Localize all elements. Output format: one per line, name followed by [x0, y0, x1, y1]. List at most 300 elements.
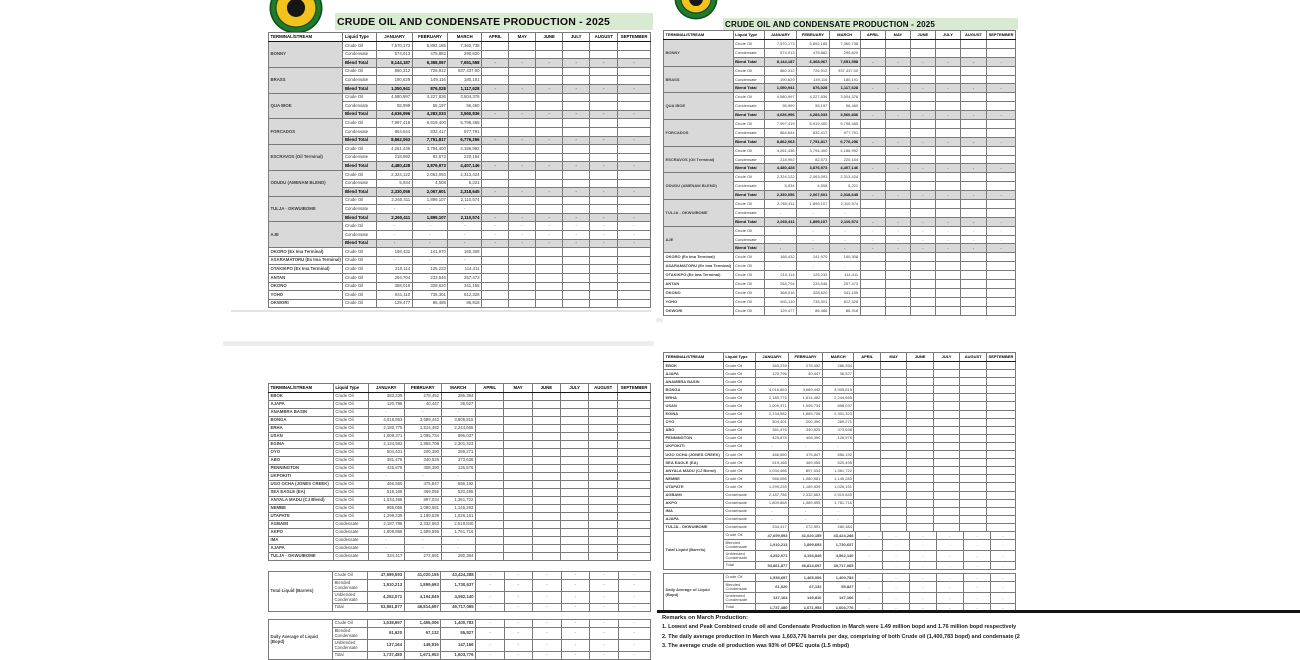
value-cell: 1,865,708 [789, 410, 823, 418]
header-row [269, 384, 651, 393]
terminal-name: IMA [664, 507, 724, 515]
value-cell: - [536, 59, 563, 68]
value-cell: 1,050,941 [377, 84, 412, 93]
value-cell: - [797, 208, 830, 217]
value-cell [885, 253, 910, 262]
value-cell: 896,037 [822, 402, 854, 410]
value-cell: - [476, 604, 504, 612]
value-cell [618, 282, 651, 291]
value-cell: - [536, 84, 563, 93]
col-header-month: SEPTEMBER [618, 33, 651, 42]
value-cell [618, 433, 651, 441]
value-cell: 1,671,953 [790, 604, 824, 612]
value-cell: 129,477 [764, 306, 796, 315]
value-cell: - [910, 540, 937, 551]
terminal-name: UKPOKITI [664, 442, 724, 450]
value-cell: - [536, 110, 563, 119]
col-header-month: MARCH [822, 353, 854, 362]
liquid-type: Total [333, 604, 368, 612]
value-cell: - [482, 239, 509, 248]
value-cell: 86,918 [448, 299, 482, 308]
terminal-name: OKORO (Ex Ima Terminal) [664, 253, 734, 262]
liquid-type: Condensate [723, 499, 755, 507]
value-cell [618, 465, 651, 473]
value-cell: - [764, 262, 796, 271]
value-cell [618, 417, 651, 425]
liquid-type: Crude Oil [333, 513, 368, 521]
liquid-type: Crude Oil [343, 248, 377, 257]
table-header [664, 353, 1016, 362]
value-cell [854, 434, 881, 442]
value-cell: 4,480,428 [377, 162, 412, 171]
value-cell [618, 545, 651, 553]
value-cell: 2,110,574 [448, 213, 482, 222]
value-cell [475, 409, 503, 417]
liquid-type: Total [724, 562, 756, 570]
value-cell [907, 370, 933, 378]
value-cell [880, 434, 906, 442]
value-cell [504, 401, 532, 409]
value-cell [933, 418, 959, 426]
value-cell [987, 253, 1016, 262]
remark-item: 1. Lowest and Peak Combined crude oil and Condensate Production in March were 1.49 million bopd and 1.76 million bopd respectively [662, 624, 1017, 631]
value-cell: - [797, 244, 830, 253]
table-row [664, 253, 1016, 262]
value-cell: 125,233 [412, 265, 448, 274]
value-cell [536, 179, 563, 188]
value-cell: 1,899,107 [412, 213, 448, 222]
value-cell [880, 499, 906, 507]
value-cell: - [482, 213, 509, 222]
liquid-type: Crude Oil [333, 425, 368, 433]
value-cell [960, 208, 986, 217]
value-cell: - [910, 551, 937, 562]
value-cell [860, 66, 885, 75]
value-cell: 864,644 [764, 128, 796, 137]
value-cell: 1,589,595 [789, 499, 823, 507]
table-row [664, 451, 1016, 459]
value-cell: 4,194,849 [790, 551, 824, 562]
value-cell: 4,186,992 [448, 145, 482, 154]
value-cell: 264,704 [764, 280, 796, 289]
value-cell [561, 409, 589, 417]
value-cell: 1,910,213 [367, 580, 404, 592]
value-cell [618, 409, 651, 417]
value-cell: - [987, 217, 1016, 226]
value-cell [475, 521, 503, 529]
value-cell [590, 153, 618, 162]
value-cell: 937,437.00 [829, 66, 860, 75]
value-cell: 56,460 [829, 102, 860, 111]
value-cell: 53,861,877 [367, 604, 404, 612]
value-cell [482, 265, 509, 274]
value-cell [935, 262, 960, 271]
value-cell: - [764, 235, 796, 244]
value-cell [854, 410, 881, 418]
value-cell: - [412, 256, 448, 265]
value-cell [885, 66, 910, 75]
value-cell [536, 299, 563, 308]
table-row [269, 505, 651, 513]
value-cell [536, 76, 563, 85]
table-row [269, 67, 651, 76]
value-cell: - [910, 582, 937, 593]
liquid-type: Blend Total [343, 84, 377, 93]
value-cell: - [590, 572, 618, 580]
value-cell [910, 297, 935, 306]
value-cell: 272,591 [789, 523, 823, 531]
value-cell [860, 146, 885, 155]
liquid-type: Blended Condensate [333, 628, 368, 640]
value-cell: 2,180,775 [755, 394, 789, 402]
value-cell: - [504, 604, 532, 612]
value-cell [960, 459, 987, 467]
value-cell [910, 280, 935, 289]
value-cell [935, 93, 960, 102]
value-cell: 475,847 [404, 481, 441, 489]
value-cell: 7,751,817 [797, 137, 830, 146]
value-cell [504, 441, 532, 449]
value-cell: 1,603,776 [824, 604, 856, 612]
value-cell [536, 42, 563, 51]
value-cell [880, 362, 906, 370]
value-cell: 4,562,140 [441, 592, 476, 604]
value-cell [504, 409, 532, 417]
value-cell [618, 102, 651, 111]
liquid-type: Crude Oil [343, 299, 377, 308]
value-cell: - [860, 84, 885, 93]
value-cell: - [960, 57, 986, 66]
value-cell: 4,636,996 [377, 110, 412, 119]
value-cell [935, 208, 960, 217]
table-row [269, 119, 651, 128]
value-cell: 1,080,581 [789, 475, 823, 483]
value-cell: 280,384 [822, 523, 854, 531]
value-cell: - [797, 235, 830, 244]
value-cell: - [885, 217, 910, 226]
terminal-name: YOHO [269, 291, 343, 300]
value-cell [935, 200, 960, 209]
value-cell [880, 442, 906, 450]
value-cell: - [504, 640, 533, 652]
value-cell: 3,560,836 [829, 111, 860, 120]
value-cell [590, 256, 618, 265]
value-cell [935, 297, 960, 306]
value-cell: 4,407,146 [448, 162, 482, 171]
value-cell [933, 475, 959, 483]
value-cell: 475,882 [412, 50, 448, 59]
value-cell: 1,189,539 [404, 513, 441, 521]
value-cell: - [935, 84, 960, 93]
value-cell [860, 155, 885, 164]
value-cell [618, 457, 651, 465]
value-cell [536, 170, 563, 179]
liquid-type: Condensate [733, 235, 764, 244]
value-cell [563, 76, 590, 85]
value-cell [960, 475, 987, 483]
value-cell: - [935, 235, 960, 244]
value-cell: 735,301 [412, 291, 448, 300]
value-cell [475, 497, 503, 505]
value-cell: - [764, 244, 796, 253]
value-cell: - [987, 137, 1016, 146]
terminal-name: ANYALA MADU (CJ Blend) [269, 497, 334, 505]
liquid-type: Total [724, 604, 756, 612]
terminal-name: AJAPA [269, 545, 334, 553]
value-cell: 656,192 [441, 481, 475, 489]
table-row [269, 401, 651, 409]
value-cell: 125,233 [797, 271, 830, 280]
value-cell [907, 378, 933, 386]
value-cell [536, 67, 563, 76]
value-cell: - [561, 628, 590, 640]
table-row [269, 473, 651, 481]
col-header-month: FEBRUARY [412, 33, 448, 42]
value-cell [561, 497, 589, 505]
value-cell: - [960, 111, 986, 120]
value-cell: - [590, 188, 618, 197]
value-cell [860, 271, 885, 280]
liquid-type: Blend Total [733, 137, 764, 146]
value-cell: 1,899,693 [790, 540, 824, 551]
value-cell [885, 182, 910, 191]
value-cell: 1,009,371 [755, 402, 789, 410]
value-cell: 3,794,400 [797, 146, 830, 155]
col-header-terminal: TERMINAL/STREAM [664, 353, 724, 362]
value-cell [563, 282, 590, 291]
value-cell [475, 449, 503, 457]
table-row [664, 491, 1016, 499]
page-title: CRUDE OIL AND CONDENSATE PRODUCTION - 2025 [335, 13, 653, 30]
value-cell [935, 280, 960, 289]
value-cell [563, 256, 590, 265]
liquid-type: Crude Oil [723, 386, 755, 394]
liquid-type: Crude Oil [723, 402, 755, 410]
value-cell: 334,417 [368, 553, 404, 561]
value-cell: 7,360,738 [829, 40, 860, 49]
value-cell [618, 76, 651, 85]
value-cell [907, 386, 933, 394]
table-row [269, 457, 651, 465]
value-cell: 43,424,288 [824, 532, 856, 540]
terminal-name: UKPOKITI [269, 473, 334, 481]
value-cell: 735,301 [797, 297, 830, 306]
value-cell [880, 491, 906, 499]
value-cell: - [482, 188, 509, 197]
value-cell: - [504, 572, 532, 580]
value-cell: 373,638 [441, 457, 475, 465]
terminal-name: BONGA [269, 417, 334, 425]
value-cell: 1,026,151 [822, 483, 854, 491]
value-cell: 574,013 [764, 48, 796, 57]
table-row [664, 499, 1016, 507]
terminal-name: OKORO (Ex Ima Terminal) [269, 248, 343, 257]
value-cell [880, 394, 906, 402]
value-cell: - [533, 620, 562, 628]
value-cell: 340,525 [404, 457, 441, 465]
table-row [269, 93, 651, 102]
value-cell: 168,432 [764, 253, 796, 262]
value-cell [589, 545, 618, 553]
value-cell: 55,197 [412, 102, 448, 111]
value-cell [960, 467, 987, 475]
value-cell: - [448, 222, 482, 231]
value-cell [482, 145, 509, 154]
value-cell [532, 537, 560, 545]
value-cell [589, 465, 618, 473]
value-cell: - [590, 59, 618, 68]
table-row [664, 262, 1016, 271]
value-cell: - [991, 540, 1016, 551]
value-cell [618, 537, 651, 545]
value-cell: - [482, 136, 509, 145]
value-cell: - [935, 137, 960, 146]
terminal-name: TULJA - OKWUIBOME [664, 200, 734, 227]
terminal-name: BONNY [664, 40, 734, 67]
value-cell: 977,791 [448, 127, 482, 136]
value-cell [589, 529, 618, 537]
value-cell [509, 170, 536, 179]
value-cell [589, 409, 618, 417]
value-cell [854, 499, 881, 507]
value-cell [532, 545, 560, 553]
value-cell [482, 76, 509, 85]
value-cell [475, 529, 503, 537]
value-cell [987, 120, 1016, 129]
value-cell: 7,751,817 [412, 136, 448, 145]
terminal-name: OYO [269, 449, 334, 457]
terminal-name: NEMBE [269, 505, 334, 513]
value-cell [885, 120, 910, 129]
value-cell: - [960, 84, 986, 93]
value-cell [618, 473, 651, 481]
value-cell: - [885, 137, 910, 146]
value-cell [504, 449, 532, 457]
value-cell [563, 145, 590, 154]
table-row [269, 282, 651, 291]
value-cell: 896,037 [441, 433, 475, 441]
value-cell [536, 50, 563, 59]
page-title: CRUDE OIL AND CONDENSATE PRODUCTION - 2025 [723, 18, 1018, 30]
value-cell: 4,580,997 [377, 93, 412, 102]
value-cell: 86,486 [412, 299, 448, 308]
value-cell: - [910, 137, 935, 146]
value-cell: - [860, 244, 885, 253]
value-cell [960, 120, 986, 129]
table-row [664, 40, 1016, 49]
col-header-month: AUGUST [960, 31, 986, 40]
value-cell [935, 253, 960, 262]
value-cell [987, 48, 1016, 57]
terminal-name: FORCADOS [269, 119, 343, 145]
header-row [664, 353, 1016, 362]
value-cell [907, 475, 933, 483]
value-cell: 2,110,574 [829, 200, 860, 209]
value-cell: 2,332,663 [789, 491, 823, 499]
page-2-tables [663, 0, 1016, 650]
terminal-name: SEA EAGLE (EA) [269, 489, 334, 497]
value-cell [532, 481, 560, 489]
value-cell: 3,905,815 [441, 417, 475, 425]
value-cell [933, 442, 959, 450]
liquid-type: Blend Total [343, 136, 377, 145]
col-header-month: FEBRUARY [404, 384, 441, 393]
value-cell: - [991, 582, 1016, 593]
value-cell [910, 155, 935, 164]
value-cell: - [910, 574, 937, 582]
terminal-name: ABO [664, 426, 724, 434]
liquid-type: Unblended Condensate [333, 592, 368, 604]
value-cell: 3,794,400 [412, 145, 448, 154]
value-cell: 8,862,063 [764, 137, 796, 146]
liquid-type: Crude Oil [733, 120, 764, 129]
value-cell: - [476, 580, 504, 592]
value-cell: - [482, 162, 509, 171]
value-cell [504, 545, 532, 553]
value-cell: 61,620 [756, 582, 790, 593]
value-cell: 55,827 [824, 582, 856, 593]
value-cell [885, 280, 910, 289]
remark-item: 2. The daily average production in March was 1,603,776 barrels per day, comprising of both Crude oil (1,400,783 bopd) and condensate (2 [662, 633, 1020, 640]
value-cell [509, 67, 536, 76]
value-cell [563, 265, 590, 274]
value-cell: 1,080,581 [404, 505, 441, 513]
value-cell: - [910, 604, 937, 612]
liquid-type: Condensate [333, 537, 368, 545]
value-cell [618, 441, 651, 449]
terminal-name: IMA [269, 537, 334, 545]
liquid-type: Crude Oil [333, 393, 368, 401]
value-cell: 210,114 [377, 265, 412, 274]
table-row [269, 529, 651, 537]
value-cell [935, 182, 960, 191]
value-cell [618, 42, 651, 51]
crude-oil-terminals-table [663, 30, 1016, 316]
value-cell [987, 402, 1016, 410]
value-cell: 6,919,400 [412, 119, 448, 128]
value-cell: - [856, 551, 883, 562]
value-cell [910, 93, 935, 102]
col-header-terminal: TERMINAL/STREAM [664, 31, 734, 40]
value-cell: 126,576 [822, 434, 854, 442]
terminal-name: OKONO [269, 282, 343, 291]
liquid-type: Crude Oil [723, 378, 755, 386]
value-cell: - [509, 110, 536, 119]
terminal-name: EBOK [269, 393, 334, 401]
value-cell: 1,899,107 [797, 217, 830, 226]
liquid-type: Crude Oil [723, 434, 755, 442]
value-cell [933, 491, 959, 499]
terminal-name: ODUDU (AMENAM BLEND) [664, 173, 734, 200]
value-cell: - [504, 592, 532, 604]
value-cell [910, 182, 935, 191]
liquid-type: Crude Oil [343, 67, 377, 76]
page-break-left [223, 341, 654, 346]
value-cell: - [368, 473, 404, 481]
value-cell [504, 489, 532, 497]
value-cell [536, 145, 563, 154]
value-cell [536, 205, 563, 214]
table-header [269, 384, 651, 393]
value-cell: - [590, 640, 619, 652]
value-cell: 340,525 [789, 426, 823, 434]
value-cell: 832,417 [412, 127, 448, 136]
value-cell: - [935, 191, 960, 200]
value-cell [960, 434, 987, 442]
crude-oil-streams-table [663, 352, 1016, 532]
liquid-type: Condensate [343, 50, 377, 59]
value-cell [960, 306, 986, 315]
